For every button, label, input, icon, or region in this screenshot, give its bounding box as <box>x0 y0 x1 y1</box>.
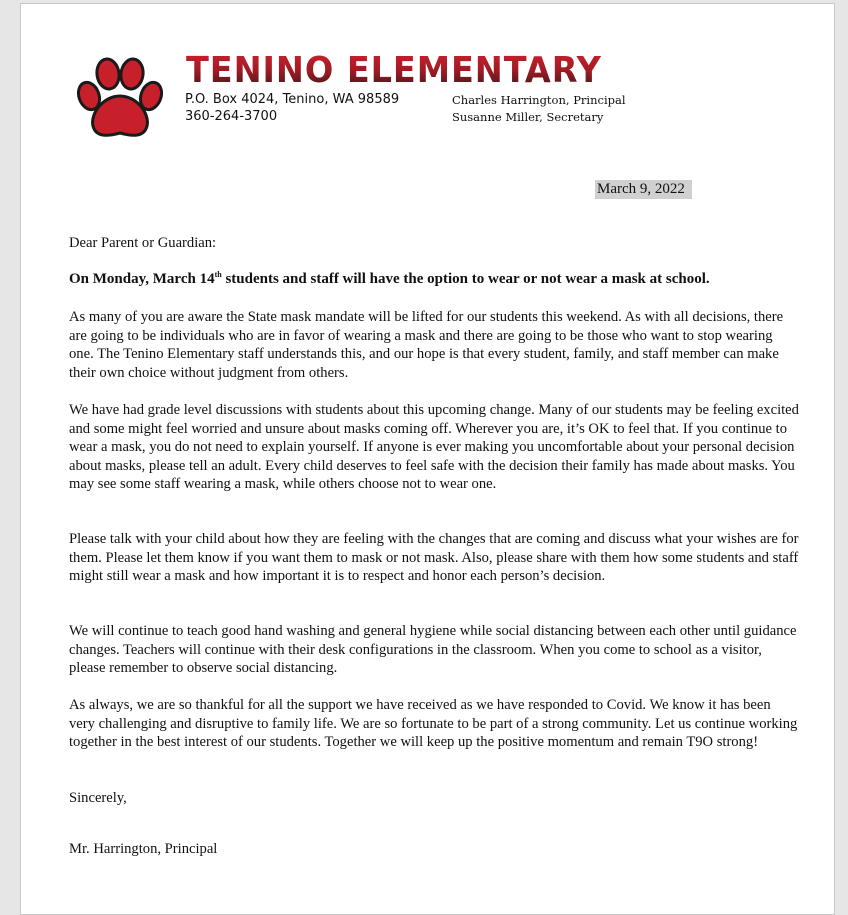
paragraph-5: As always, we are so thankful for all the support we have received as we have responded to Covid. We know it has been very challenging and disruptive to family life. We are so fortunate to be part of a strong community. Let us continue working together in the best interest of our students. Together we will keep up the positive momentum and remain T9O strong! <box>69 697 798 750</box>
principal-name: Charles Harrington, Principal <box>452 93 626 107</box>
paragraph-3: Please talk with your child about how they are feeling with the changes that are coming and discuss what your wishes are for them. Please let them know if you want them to mask or not mask. Also, please share with them how some students and staff might still wear a mask and how important it is to respect and honor each person’s decision. <box>69 531 799 584</box>
salutation: Dear Parent or Guardian: <box>69 235 217 251</box>
document-page <box>20 3 835 915</box>
paragraph-2: We have had grade level discussions with students about this upcoming change. Many of our students may be feeling excited and some might feel worried and unsure about masks coming off. Wherever you are, it’s OK to feel that. If you continue to wear a mask, you do not need to explain yourself. If anyone is ever making you uncomfortable about your personal decision about masks, please tell an adult. Every child deserves to feel safe with the decision their family has made about masks. You may see some staff wearing a mask, while others choose not to wear one. <box>69 402 799 492</box>
closing: Sincerely, <box>69 790 127 806</box>
headline-part-2: students and staff will have the option to wear or not wear a mask at school. <box>221 271 710 287</box>
signature: Mr. Harrington, Principal <box>69 841 218 857</box>
school-address: P.O. Box 4024, Tenino, WA 98589 <box>185 92 400 107</box>
headline-superscript: th <box>214 270 222 279</box>
headline-part-1: On Monday, March 14 <box>69 271 215 287</box>
paw-print-icon <box>75 56 163 140</box>
school-name: TENINO ELEMENTARY <box>186 48 602 94</box>
school-phone: 360-264-3700 <box>185 109 278 124</box>
paragraph-4: We will continue to teach good hand washing and general hygiene while social distancing between each other until guidance changes. Teachers will continue with their desk configurations in the classroom. When you come to school as a visitor, please remember to observe social distancing. <box>69 623 797 676</box>
secretary-name: Susanne Miller, Secretary <box>452 110 604 124</box>
headline <box>69 270 799 289</box>
paragraph-1: As many of you are aware the State mask mandate will be lifted for our students this weekend. As with all decisions, there are going to be individuals who are in favor of wearing a mask and there are going to be those who want to stop wearing one. The Tenino Elementary staff understands this, and our hope is that every student, family, and staff member can make their own choice without judgment from others. <box>69 309 784 381</box>
letter-date: March 9, 2022 <box>595 180 692 199</box>
